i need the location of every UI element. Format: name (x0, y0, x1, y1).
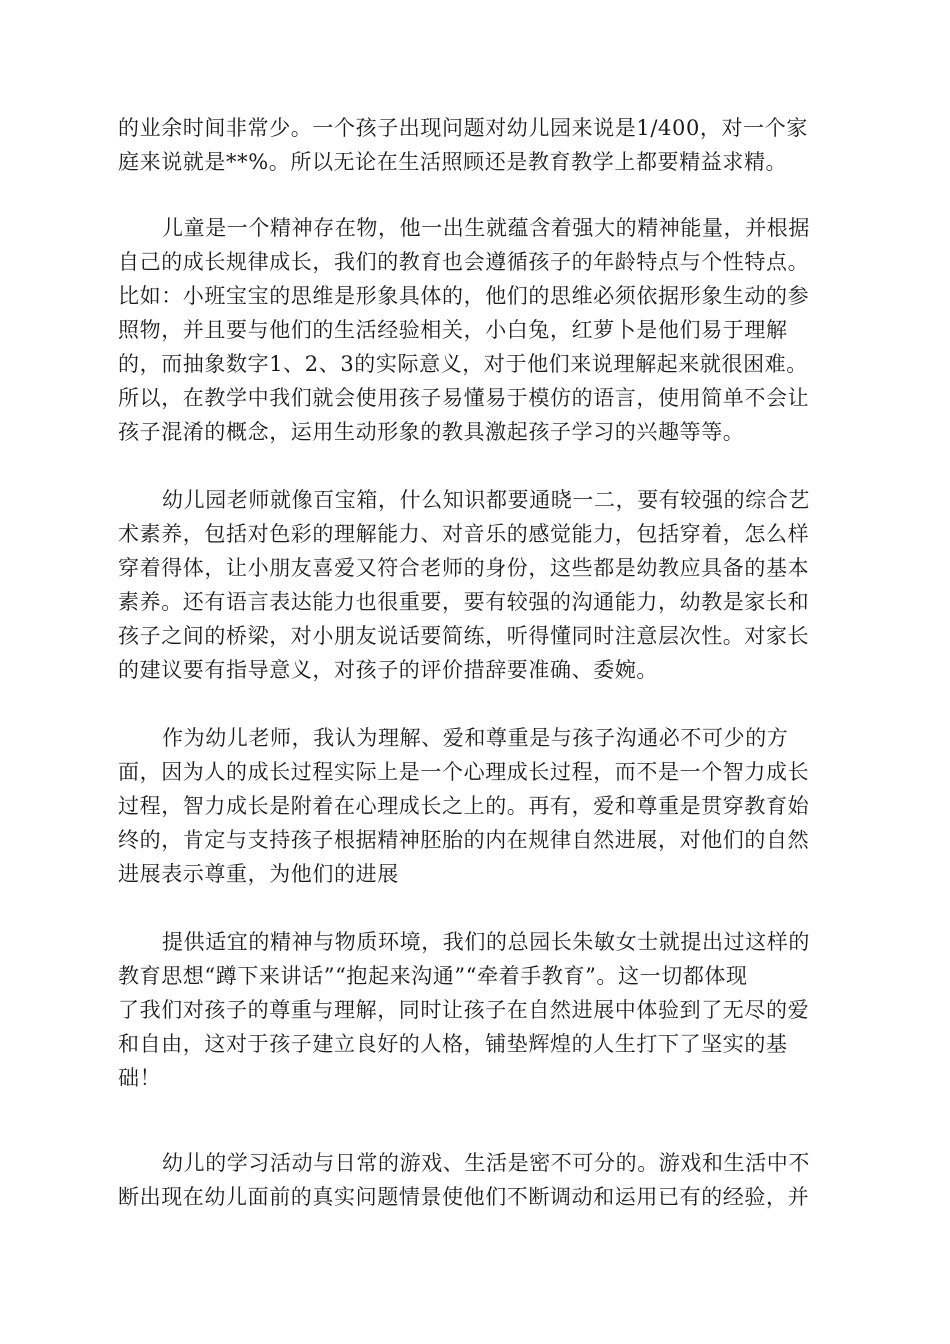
text-line: 幼儿的学习活动与日常的游戏、生活是密不可分的。游戏和生活中不 (162, 1151, 810, 1175)
text-line: 术素养，包括对色彩的理解能力、对音乐的感觉能力，包括穿着，怎么样 (118, 522, 810, 546)
text-line: 进展表示尊重，为他们的进展 (118, 862, 399, 886)
text-line: 断出现在幼儿面前的真实问题情景使他们不断调动和运用已有的经验，并 (118, 1185, 810, 1209)
text-line: 础！ (118, 1066, 162, 1090)
text-line: 过程，智力成长是附着在心理成长之上的。再有，爱和尊重是贯穿教育始 (118, 794, 810, 818)
text-line: 教育思想“蹲下来讲话”“抱起来沟通”“牵着手教育”。这一切都体现 (118, 964, 748, 988)
text-line: 孩子之间的桥梁，对小朋友说话要简练，听得懂同时注意层次性。对家长 (118, 624, 810, 648)
text-line: 了我们对孩子的尊重与理解，同时让孩子在自然进展中体验到了无尽的爱 (118, 998, 810, 1022)
paragraph-5 (118, 925, 834, 1095)
text-line: 庭来说就是**%。所以无论在生活照顾还是教育教学上都要精益求精。 (118, 150, 788, 174)
paragraph-2 (118, 211, 834, 449)
paragraph-3 (118, 483, 834, 687)
text-line: 作为幼儿老师，我认为理解、爱和尊重是与孩子沟通必不可少的方 (162, 726, 789, 750)
text-line: 和自由，这对于孩子建立良好的人格，铺垫辉煌的人生打下了坚实的基 (118, 1032, 788, 1056)
text-line: 孩子混淆的概念，运用生动形象的教具激起孩子学习的兴趣等等。 (118, 420, 745, 444)
text-line: 面，因为人的成长过程实际上是一个心理成长过程，而不是一个智力成长 (118, 760, 810, 784)
text-line: 穿着得体，让小朋友喜爱又符合老师的身份，这些都是幼教应具备的基本 (118, 556, 810, 580)
text-line: 素养。还有语言表达能力也很重要，要有较强的沟通能力，幼教是家长和 (118, 590, 810, 614)
paragraph-6 (118, 1146, 834, 1214)
text-line: 提供适宜的精神与物质环境，我们的总园长朱敏女士就提出过这样的 (162, 930, 810, 954)
text-line: 所以，在教学中我们就会使用孩子易懂易于模仿的语言，使用简单不会让 (118, 386, 810, 410)
text-line: 照物，并且要与他们的生活经验相关，小白兔，红萝卜是他们易于理解 (118, 318, 788, 342)
text-line: 的建议要有指导意义，对孩子的评价措辞要准确、委婉。 (118, 658, 658, 682)
text-line: 的业余时间非常少。一个孩子出现问题对幼儿园来说是1/400，对一个家 (118, 116, 808, 140)
paragraph-1 (118, 111, 834, 179)
text-line: 自己的成长规律成长，我们的教育也会遵循孩子的年龄特点与个性特点。 (118, 250, 810, 274)
text-line: 终的，肯定与支持孩子根据精神胚胎的内在规律自然进展，对他们的自然 (118, 828, 810, 852)
paragraph-4 (118, 721, 834, 891)
text-line: 比如：小班宝宝的思维是形象具体的，他们的思维必须依据形象生动的参 (118, 284, 810, 308)
text-line: 儿童是一个精神存在物，他一出生就蕴含着强大的精神能量，并根据 (162, 216, 810, 240)
text-line: 幼儿园老师就像百宝箱，什么知识都要通晓一二，要有较强的综合艺 (162, 488, 810, 512)
text-line: 的，而抽象数字1、2、3的实际意义，对于他们来说理解起来就很困难。 (118, 352, 808, 376)
